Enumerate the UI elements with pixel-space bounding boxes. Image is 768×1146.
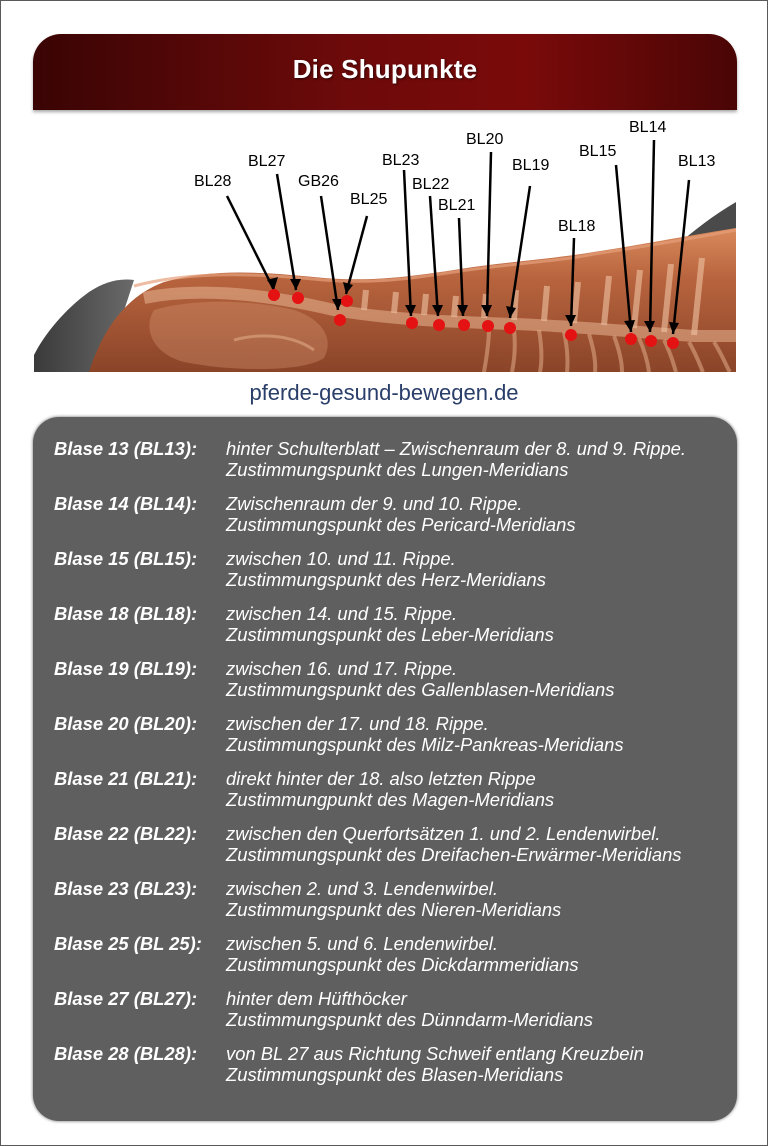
point-location: zwischen der 17. und 18. Rippe. (226, 713, 489, 734)
point-meridian: Zustimmungspunkt des Blasen-Meridians (226, 1063, 564, 1085)
point-code: Blase 19 (BL19): (54, 658, 198, 679)
point-labels (194, 119, 715, 235)
point-BL25 (341, 295, 353, 307)
point-meridian: Zustimmungspunkt des Milz-Pankreas-Meridians (226, 733, 624, 755)
point-meridian: Zustimmungspunkt des Gallenblasen-Meridians (226, 678, 615, 700)
point-meridian: Zustimmungspunkt des Dünndarm-Meridians (226, 1008, 593, 1030)
point-meridian: Zustimmungpunkt des Magen-Meridians (226, 788, 555, 810)
horse-back-illustration (34, 110, 736, 372)
point-meridian: Zustimmungspunkt des Lungen-Meridians (226, 458, 569, 480)
list-item (54, 549, 729, 590)
title-banner (33, 34, 737, 110)
website-caption: pferde-gesund-bewegen.de (249, 380, 519, 405)
point-BL22 (433, 319, 445, 331)
point-BL14 (645, 335, 657, 347)
point-code: Blase 18 (BL18): (54, 603, 198, 624)
point-meridian: Zustimmungspunkt des Herz-Meridians (226, 568, 546, 590)
point-code: Blase 14 (BL14): (54, 493, 198, 514)
point-location: hinter Schulterblatt – Zwischenraum der 8. und 9. Rippe. (226, 438, 687, 459)
point-code: Blase 25 (BL 25): (54, 933, 202, 954)
point-BL28 (268, 289, 280, 301)
point-code: Blase 15 (BL15): (54, 548, 198, 569)
label-BL18: BL18 (558, 218, 596, 235)
list-item (54, 824, 729, 865)
label-BL22: BL22 (412, 176, 450, 193)
list-item (54, 659, 729, 700)
label-BL25: BL25 (350, 191, 388, 208)
point-location: direkt hinter der 18. also letzten Rippe (226, 768, 536, 789)
point-location: zwischen 10. und 11. Rippe. (226, 548, 456, 569)
point-BL13 (667, 337, 679, 349)
label-BL27: BL27 (248, 153, 286, 170)
point-code: Blase 27 (BL27): (54, 988, 198, 1009)
point-BL20 (482, 320, 494, 332)
label-BL15: BL15 (579, 143, 617, 160)
list-item (54, 1044, 729, 1085)
point-location: hinter dem Hüfthöcker (226, 988, 407, 1009)
point-BL19 (504, 322, 516, 334)
point-location: zwischen den Querfortsätzen 1. und 2. Lendenwirbel. (226, 823, 661, 844)
list-item (54, 769, 729, 810)
point-code: Blase 28 (BL28): (54, 1043, 198, 1064)
list-item (54, 989, 729, 1030)
point-code: Blase 13 (BL13): (54, 438, 198, 459)
list-item (54, 879, 729, 920)
point-meridian: Zustimmungspunkt des Dreifachen-Erwärmer-Meridians (226, 843, 682, 865)
point-BL27 (292, 292, 304, 304)
list-item (54, 439, 729, 480)
point-meridian: Zustimmungspunkt des Nieren-Meridians (226, 898, 562, 920)
point-meridian: Zustimmungspunkt des Dickdarmmeridians (226, 953, 579, 975)
list-item (54, 494, 729, 535)
point-location: zwischen 5. und 6. Lendenwirbel. (226, 933, 498, 954)
point-location: zwischen 2. und 3. Lendenwirbel. (226, 878, 498, 899)
point-BL23 (406, 317, 418, 329)
point-code: Blase 20 (BL20): (54, 713, 198, 734)
point-GB26 (334, 314, 346, 326)
point-BL15 (625, 333, 637, 345)
point-location: von BL 27 aus Richtung Schweif entlang Kreuzbein (226, 1043, 644, 1064)
point-meridian: Zustimmungspunkt des Leber-Meridians (226, 623, 554, 645)
point-BL18 (565, 329, 577, 341)
label-BL20: BL20 (466, 131, 504, 148)
point-code: Blase 23 (BL23): (54, 878, 198, 899)
points-list (54, 439, 729, 1099)
points-panel (33, 417, 737, 1121)
point-location: zwischen 14. und 15. Rippe. (226, 603, 458, 624)
point-location: Zwischenraum der 9. und 10. Rippe. (226, 493, 523, 514)
point-code: Blase 22 (BL22): (54, 823, 198, 844)
label-GB26: GB26 (298, 173, 339, 190)
point-location: zwischen 16. und 17. Rippe. (226, 658, 458, 679)
label-BL28: BL28 (194, 173, 232, 190)
acupoint-diagram (34, 110, 736, 372)
list-item (54, 714, 729, 755)
label-BL23: BL23 (382, 152, 420, 169)
list-item (54, 934, 729, 975)
label-BL21: BL21 (438, 197, 476, 214)
point-meridian: Zustimmungspunkt des Pericard-Meridians (226, 513, 576, 535)
page-title: Die Shupunkte (292, 54, 478, 84)
list-item (54, 604, 729, 645)
label-BL14: BL14 (629, 119, 667, 136)
label-BL13: BL13 (678, 153, 716, 170)
point-BL21 (458, 319, 470, 331)
label-BL19: BL19 (512, 157, 550, 174)
point-code: Blase 21 (BL21): (54, 768, 198, 789)
